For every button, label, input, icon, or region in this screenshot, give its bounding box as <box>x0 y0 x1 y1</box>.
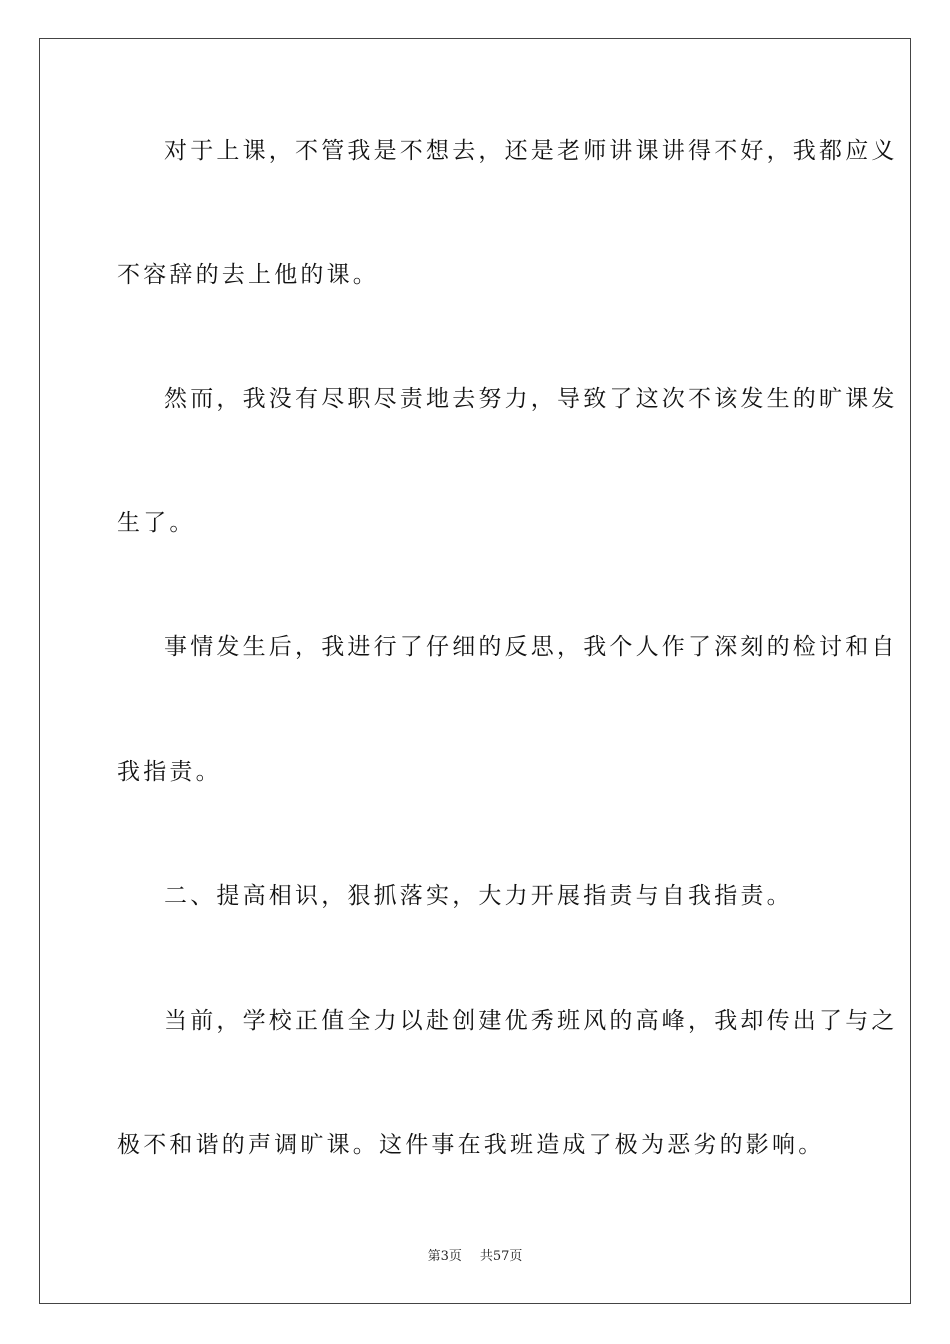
paragraph-5-line-1: 当前，学校正值全力以赴创建优秀班风的高峰，我却传出了与之 <box>164 1008 898 1034</box>
paragraph-5-line-2: 极不和谐的声调旷课。这件事在我班造成了极为恶劣的影响。 <box>117 1132 825 1158</box>
paragraph-3-line-2: 我指责。 <box>117 759 222 785</box>
paragraph-1-line-1: 对于上课，不管我是不想去，还是老师讲课讲得不好，我都应义 <box>164 138 898 164</box>
paragraph-2-line-1: 然而，我没有尽职尽责地去努力，导致了这次不该发生的旷课发 <box>164 386 898 412</box>
section-heading: 二、提高相识，狠抓落实，大力开展指责与自我指责。 <box>164 883 793 909</box>
paragraph-2-line-2: 生了。 <box>117 510 196 536</box>
page-number: 第3页 <box>427 1249 462 1264</box>
page-footer <box>0 1248 950 1266</box>
page-frame <box>39 38 911 1304</box>
paragraph-1-line-2: 不容辞的去上他的课。 <box>117 262 379 288</box>
page-total: 共57页 <box>479 1249 523 1264</box>
paragraph-3-line-1: 事情发生后，我进行了仔细的反思，我个人作了深刻的检讨和自 <box>164 634 898 660</box>
